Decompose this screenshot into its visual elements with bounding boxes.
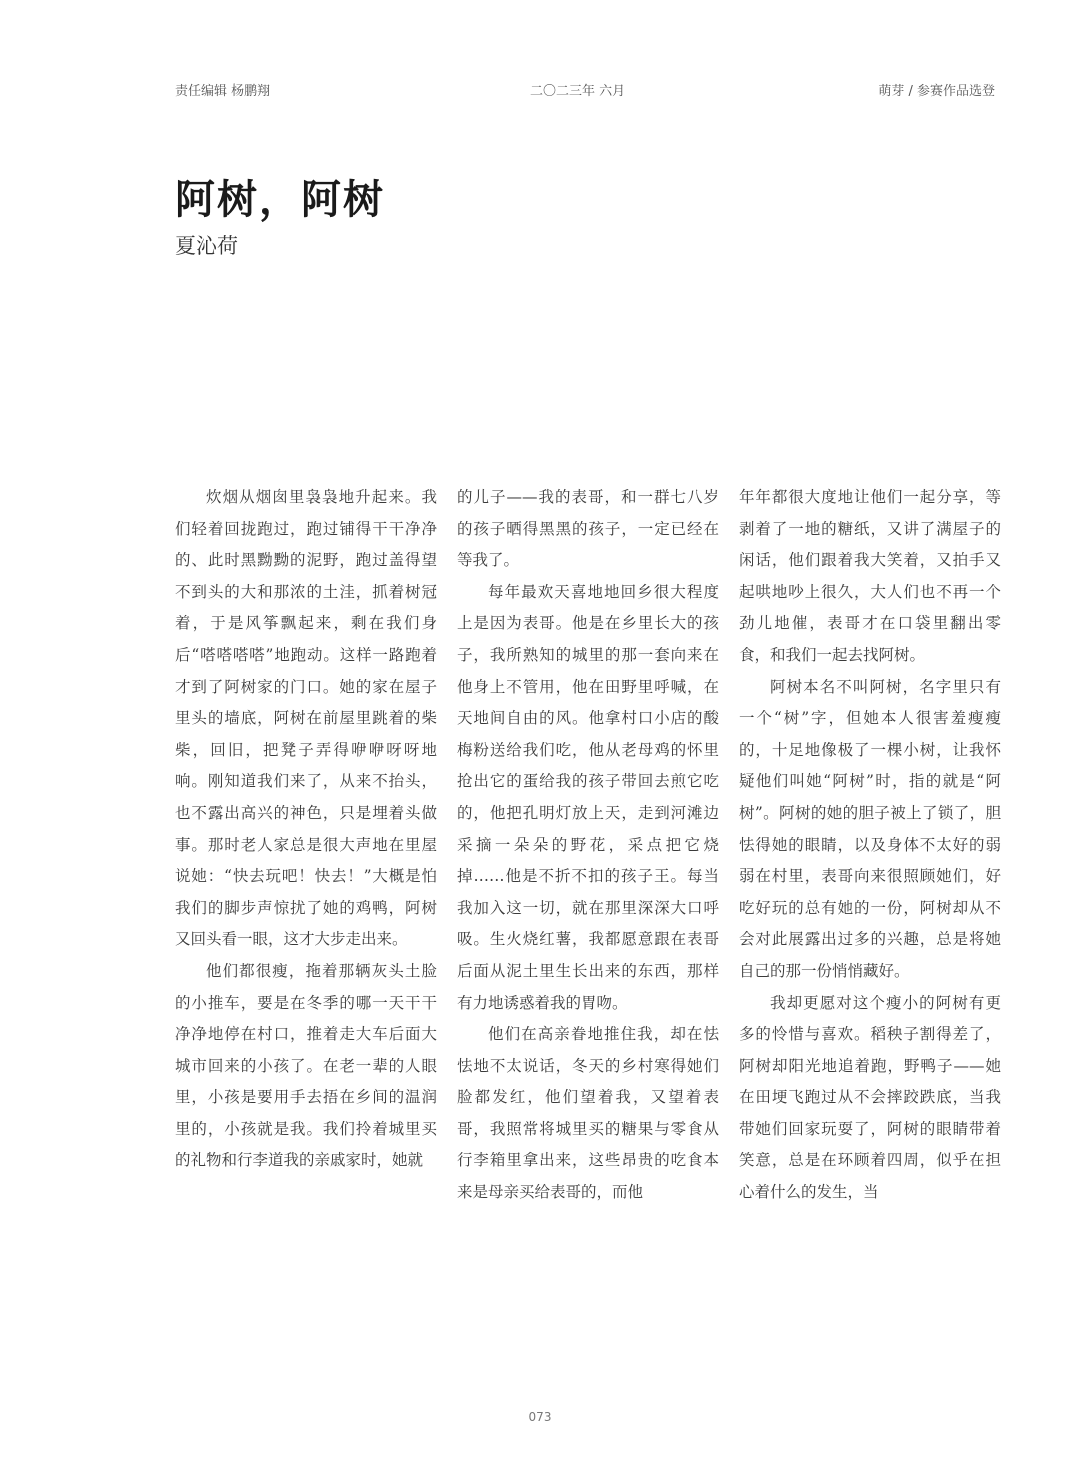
text-column-2	[457, 482, 719, 1362]
paragraph: 我却更愿对这个瘦小的阿树有更多的怜惜与喜欢。稻秧子割得差了，阿树却阳光地追着跑，野鸭子——她在田埂飞跑过从不会摔跤跌底，当我带她们回家玩耍了，阿树的眼睛带着笑意，总是在环顾着四周，似乎在担心着什么的发生，当	[739, 993, 1001, 1202]
text-column-1	[175, 482, 437, 1362]
running-header	[175, 80, 995, 102]
editor-credit: 责任编辑 杨鹏翔	[175, 84, 271, 99]
section-label: 萌芽 / 参赛作品选登	[878, 84, 995, 99]
paragraph: 每年最欢天喜地地回乡很大程度上是因为表哥。他是在乡里长大的孩子，我所熟知的城里的那一套向来在他身上不管用，他在田野里呼喊，在天地间自由的风。他拿村口小店的酸梅粉送给我们吃，他从老母鸡的怀里抢出它的蛋给我的孩子带回去煎它吃的，他把孔明灯放上天，走到河滩边采摘一朵朵的野花，采点把它烧掉……他是不折不扣的孩子王。每当我加入这一切，就在那里深深大口呼吸。生火烧红薯，我都愿意跟在表哥后面从泥土里生长出来的东西，那样有力地诱惑着我的胃吻。	[457, 582, 719, 1012]
paragraph: 他们都很瘦，拖着那辆灰头土脸的小推车，要是在冬季的哪一天干干净净地停在村口，推着走大车后面大城市回来的小孩了。在老一辈的人眼里，小孩是要用手去捂在乡间的温润里的，小孩就是我。我们拎着城里买的礼物和行李道我的亲戚家时，她就	[175, 961, 437, 1170]
paragraph: 的儿子——我的表哥，和一群七八岁的孩子晒得黑黑的孩子，一定已经在等我了。	[457, 488, 719, 570]
article-title: 阿树，阿树	[175, 176, 385, 223]
paragraph: 年年都很大度地让他们一起分享，等剥着了一地的糖纸，又讲了满屋子的闲话，他们跟着我大笑着，又拍手又起哄地吵上很久，大人们也不再一个劲儿地催，表哥才在口袋里翻出零食，和我们一起去找阿树。	[739, 488, 1001, 664]
article-author: 夏沁荷	[175, 234, 238, 258]
paragraph: 阿树本名不叫阿树，名字里只有一个“树”字，但她本人很害羞瘦瘦的，十足地像极了一棵小树，让我怀疑他们叫她“阿树”时，指的就是“阿树”。阿树的她的胆子被上了锁了，胆怯得她的眼睛，以及身体不太好的弱弱在村里，表哥向来很照顾她们，好吃好玩的总有她的一份，阿树却从不会对此展露出过多的兴趣，总是将她自己的那一份悄悄藏好。	[739, 677, 1001, 980]
text-column-3	[739, 482, 1001, 1362]
article-body	[175, 482, 1001, 1382]
paragraph: 他们在高亲眷地推住我，却在怯怯地不太说话，冬天的乡村寒得她们脸都发红，他们望着我，又望着表哥，我照常将城里买的糖果与零食从行李箱里拿出来，这些昂贵的吃食本来是母亲买给表哥的，而他	[457, 1025, 719, 1202]
issue-date: 二〇二三年 六月	[530, 84, 626, 99]
paragraph: 炊烟从烟囱里袅袅地升起来。我们轻着回拢跑过，跑过铺得干干净净的、此时黑黝黝的泥野，跑过盖得望不到头的大和那浓的土洼，抓着树冠着，于是风筝飘起来，剩在我们身后“嗒嗒嗒嗒”地跑动。这样一路跑着才到了阿树家的门口。她的家在屋子里头的墙底，阿树在前屋里跳着的柴柴，回旧，把凳子弄得咿咿呀呀地响。刚知道我们来了，从来不抬头，也不露出高兴的神色，只是埋着头做事。那时老人家总是很大声地在里屋说她：“快去玩吧！快去！”大概是怕我们的脚步声惊扰了她的鸡鸭，阿树又回头看一眼，这才大步走出来。	[175, 488, 437, 949]
page-number: 073	[528, 1410, 552, 1424]
